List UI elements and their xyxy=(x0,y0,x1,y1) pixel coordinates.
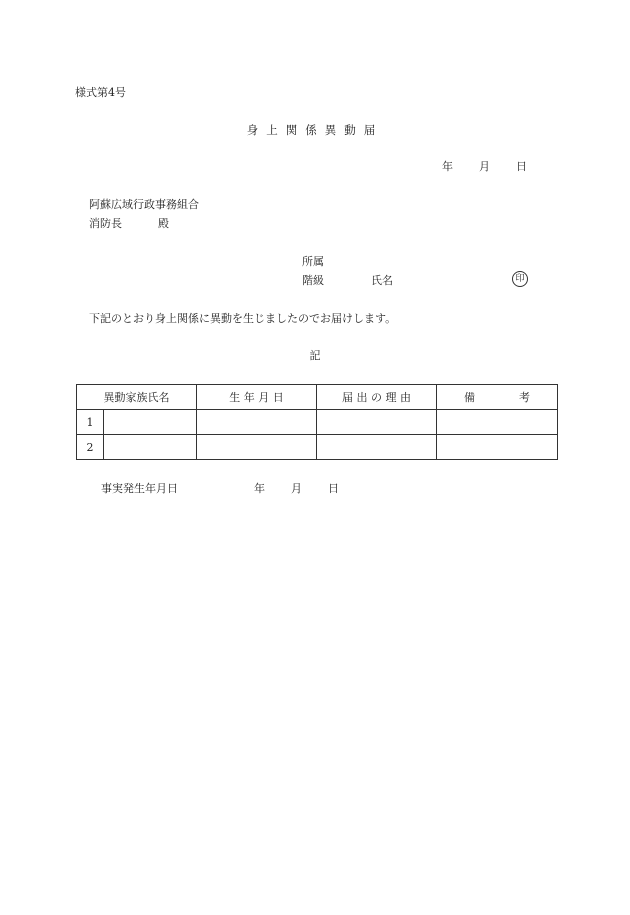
header-remarks: 備 考 xyxy=(437,385,558,410)
honorific: 殿 xyxy=(158,217,169,230)
seal-mark: 印 xyxy=(512,271,528,287)
occurrence-year-label: 年 xyxy=(254,482,265,495)
name-label: 氏名 xyxy=(371,274,393,287)
cell-remarks[interactable] xyxy=(437,410,558,435)
row-number: 2 xyxy=(77,435,104,460)
table-header-row xyxy=(77,385,558,410)
header-family-name: 異動家族氏名 xyxy=(77,385,197,410)
cell-remarks[interactable] xyxy=(437,435,558,460)
occurrence-date-label: 事実発生年月日 xyxy=(101,482,178,495)
occurrence-date xyxy=(254,483,365,494)
form-number: 様式第4号 xyxy=(75,86,126,99)
header-birthdate: 生 年 月 日 xyxy=(197,385,317,410)
ki-heading: 記 xyxy=(309,349,321,362)
date-year-label: 年 xyxy=(442,160,453,173)
cell-name[interactable] xyxy=(104,410,197,435)
row-number: 1 xyxy=(77,410,104,435)
chief-title: 消防長 xyxy=(89,217,122,230)
cell-birthdate[interactable] xyxy=(197,410,317,435)
document-title: 身上関係異動届 xyxy=(246,123,384,137)
cell-reason[interactable] xyxy=(317,410,437,435)
occurrence-day-label: 日 xyxy=(328,482,339,495)
cell-name[interactable] xyxy=(104,435,197,460)
cell-birthdate[interactable] xyxy=(197,435,317,460)
submission-date xyxy=(442,161,527,172)
header-reason: 届 出 の 理 由 xyxy=(317,385,437,410)
addressee-chief xyxy=(89,218,169,229)
rank-label: 階級 xyxy=(302,274,324,287)
date-month-label: 月 xyxy=(479,160,490,173)
addressee-organization: 阿蘇広域行政事務組合 xyxy=(89,198,199,211)
cell-reason[interactable] xyxy=(317,435,437,460)
table-row xyxy=(77,435,558,460)
affiliation-label: 所属 xyxy=(302,255,324,268)
occurrence-month-label: 月 xyxy=(291,482,302,495)
body-text: 下記のとおり身上関係に異動を生じましたのでお届けします。 xyxy=(89,312,397,325)
date-day-label: 日 xyxy=(516,160,527,173)
table-row xyxy=(77,410,558,435)
family-change-table xyxy=(76,384,558,460)
